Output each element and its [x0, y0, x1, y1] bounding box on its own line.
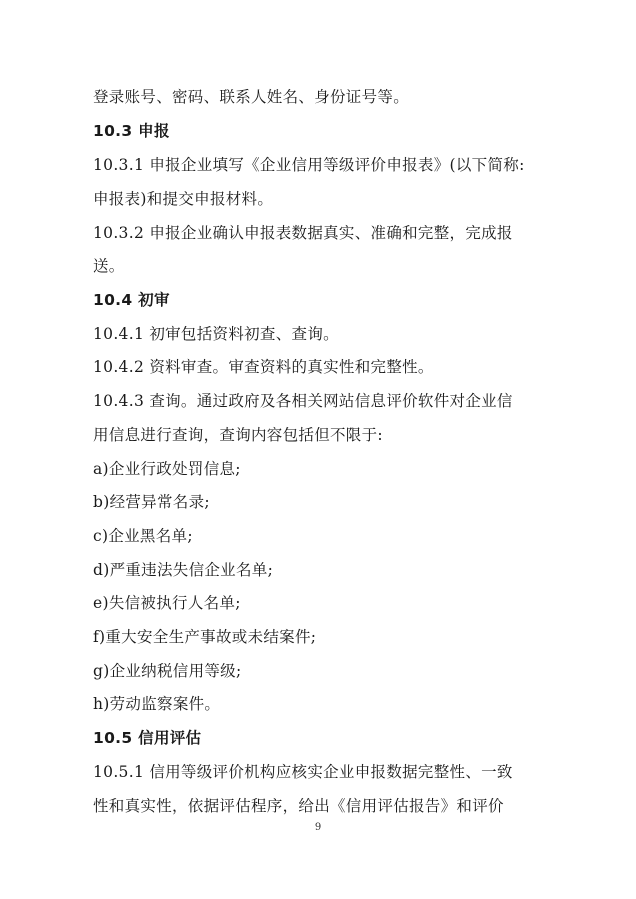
- paragraph-line: 10.5.1 信用等级评价机构应核实企业申报数据完整性、一致: [93, 763, 513, 781]
- paragraph-line: 10.3.2 申报企业确认申报表数据真实、准确和完整，完成报: [93, 224, 513, 242]
- paragraph-line: 10.3.1 申报企业填写《企业信用等级评价申报表》(以下简称:: [93, 156, 525, 174]
- list-item: c)企业黑名单;: [93, 527, 193, 545]
- paragraph-line: 申报表)和提交申报材料。: [93, 190, 274, 208]
- paragraph-line: 性和真实性，依据评估程序，给出《信用评估报告》和评价: [93, 797, 504, 815]
- list-item: g)企业纳税信用等级;: [93, 662, 242, 680]
- section-heading-10-5: 10.5 信用评估: [93, 729, 202, 747]
- paragraph-line: 10.4.2 资料审查。审查资料的真实性和完整性。: [93, 358, 434, 376]
- paragraph-line: 登录账号、密码、联系人姓名、身份证号等。: [93, 88, 410, 106]
- list-item: a)企业行政处罚信息;: [93, 460, 241, 478]
- section-heading-10-4: 10.4 初审: [93, 291, 170, 309]
- paragraph-line: 送。: [93, 257, 125, 275]
- list-item: e)失信被执行人名单;: [93, 594, 241, 612]
- paragraph-line: 10.4.1 初审包括资料初查、查询。: [93, 325, 339, 343]
- section-heading-10-3: 10.3 申报: [93, 122, 170, 140]
- list-item: b)经营异常名录;: [93, 493, 210, 511]
- list-item: f)重大安全生产事故或未结案件;: [93, 628, 317, 646]
- list-item: h)劳动监察案件。: [93, 695, 221, 713]
- list-item: d)严重违法失信企业名单;: [93, 561, 274, 579]
- page-number: 9: [314, 822, 322, 833]
- paragraph-line: 10.4.3 查询。通过政府及各相关网站信息评价软件对企业信: [93, 392, 513, 410]
- paragraph-line: 用信息进行查询，查询内容包括但不限于:: [93, 426, 383, 444]
